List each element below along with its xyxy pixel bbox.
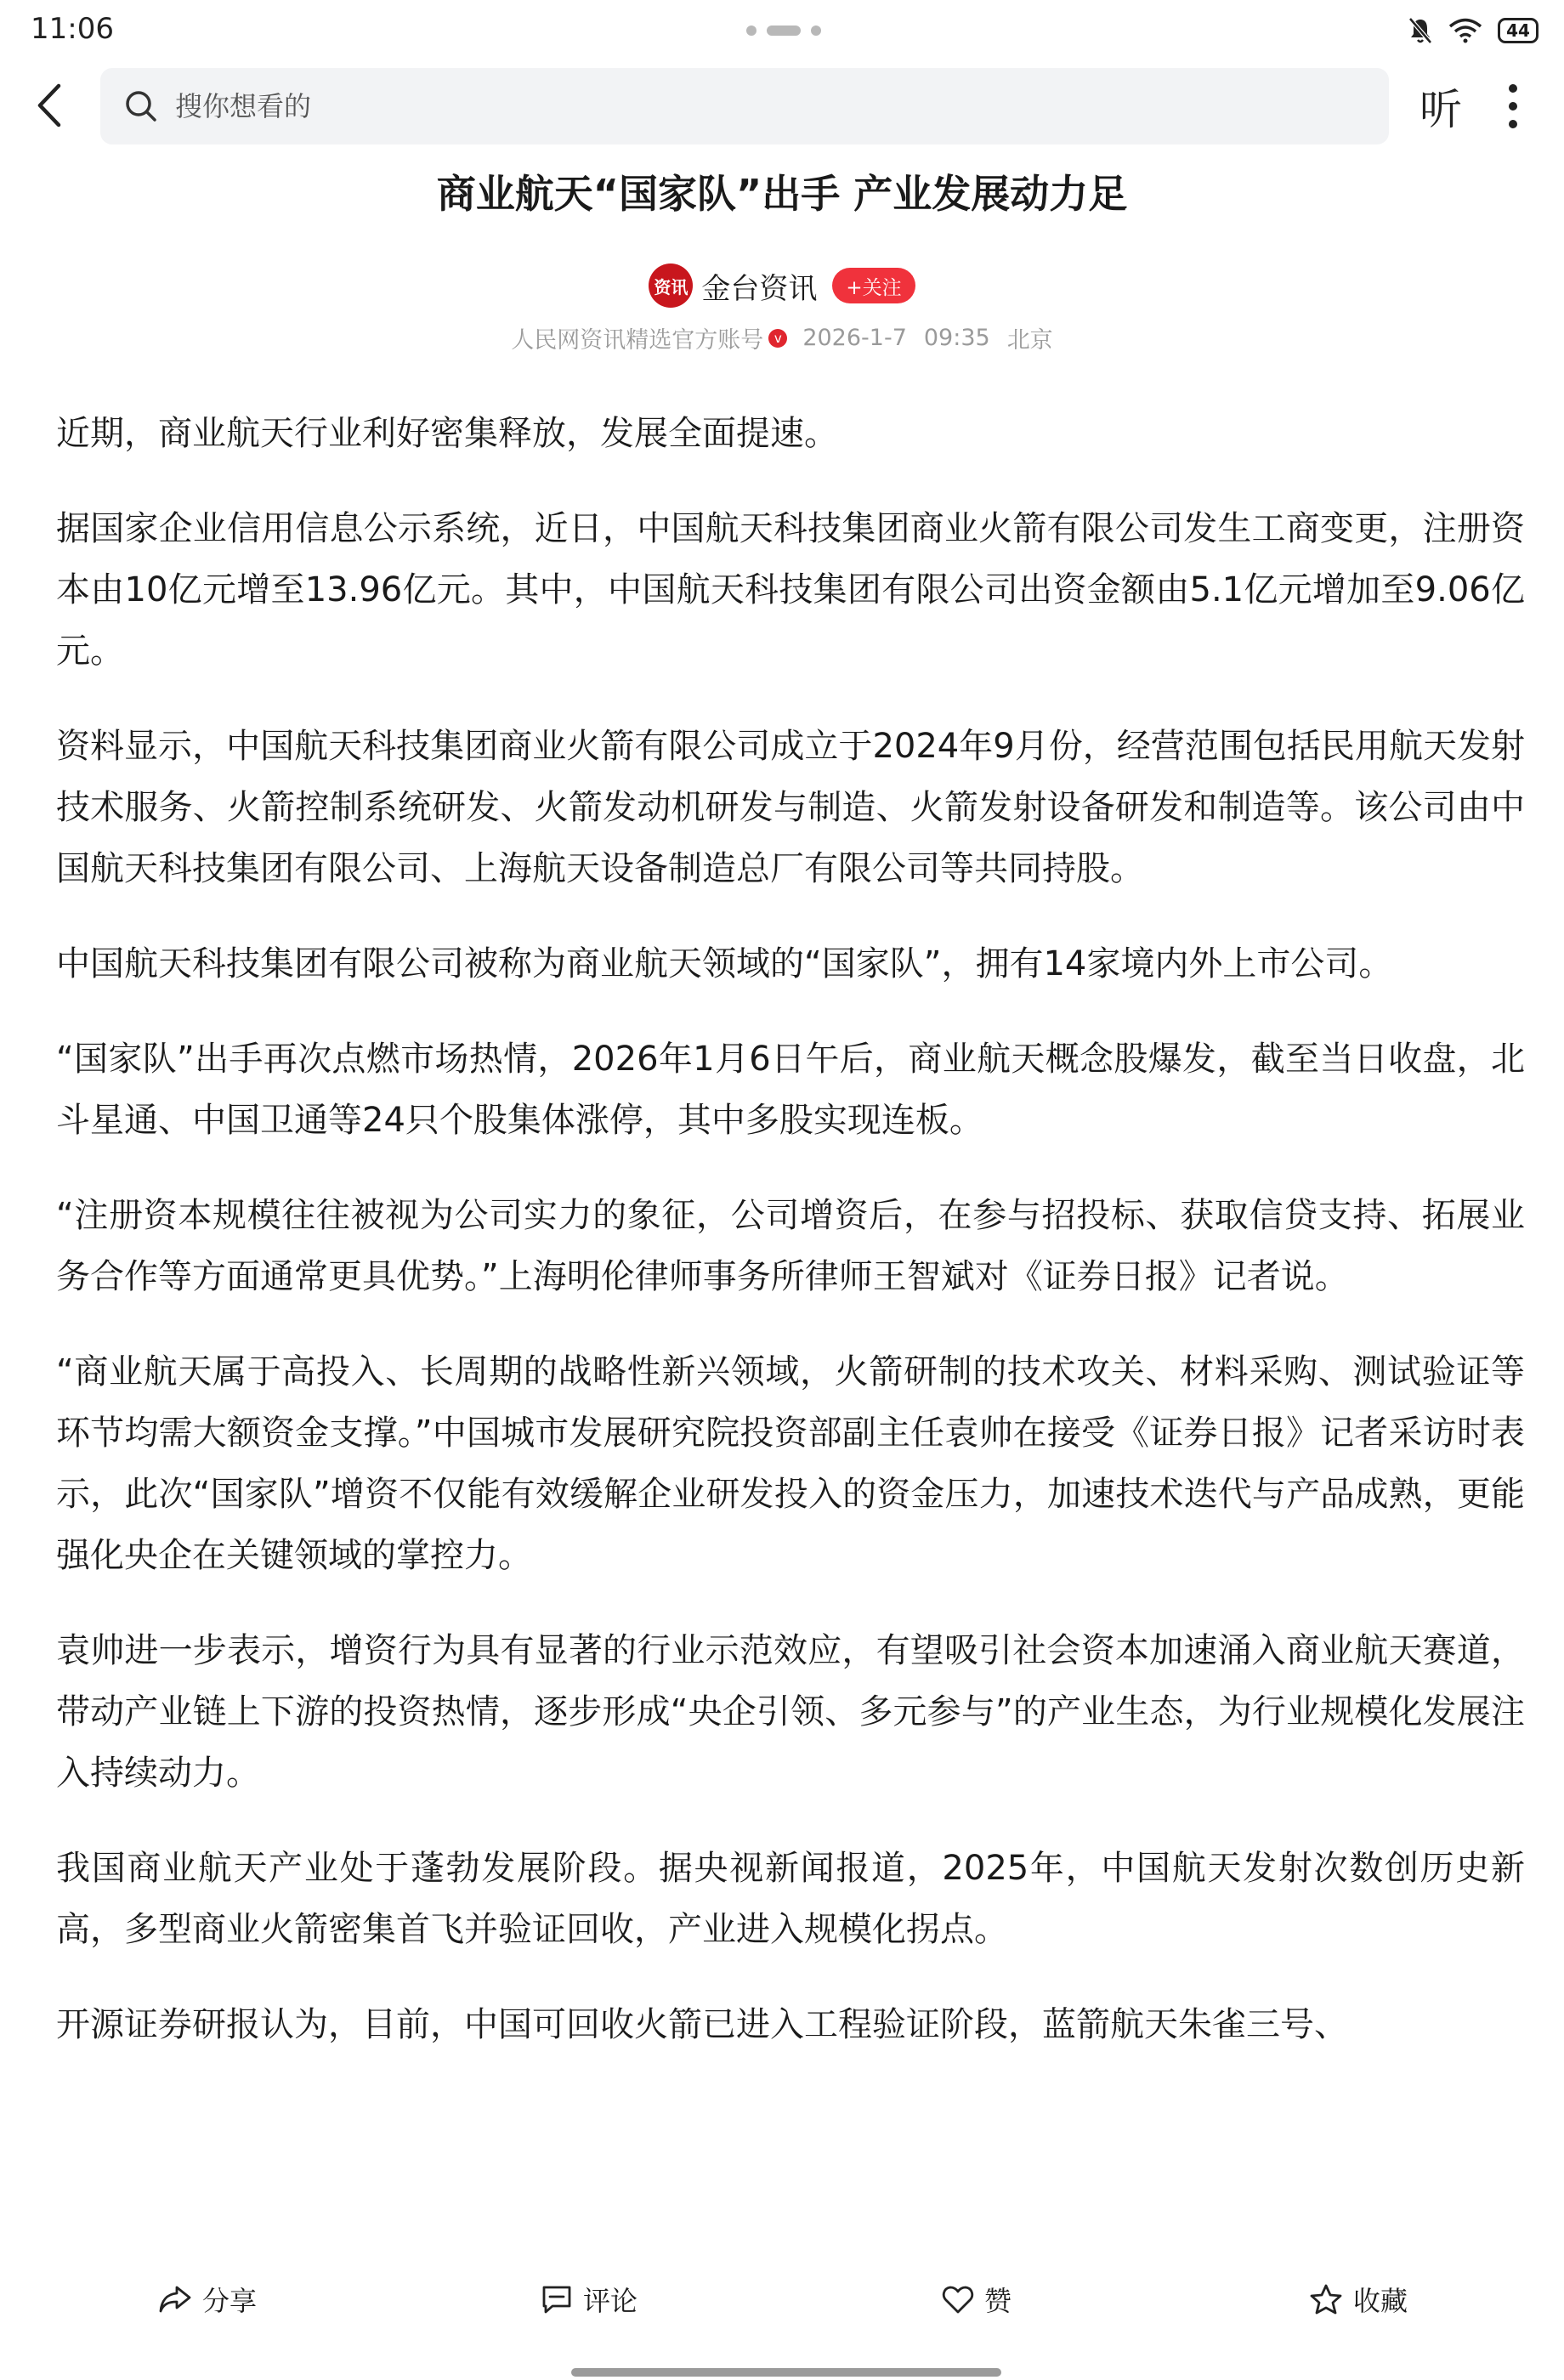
status-bar — [0, 0, 1564, 65]
publish-date: 2026-1-7 — [802, 325, 907, 351]
back-arrow-icon — [37, 83, 62, 128]
top-nav — [0, 65, 1564, 150]
star-icon — [1309, 2283, 1343, 2315]
paragraph: 据国家企业信用信息公示系统，近日，中国航天科技集团商业火箭有限公司发生工商变更，注册资本由10亿元增至13.96亿元。其中，中国航天科技集团有限公司出资金额由5.1亿元增加至9.06亿元。 — [56, 509, 1525, 671]
share-button[interactable] — [158, 2270, 257, 2329]
status-time: 11:06 — [31, 12, 114, 46]
follow-button[interactable]: +关注 — [832, 268, 915, 303]
author-avatar[interactable]: 资讯 — [649, 264, 693, 308]
share-label: 分享 — [202, 2285, 258, 2317]
search-input[interactable] — [173, 89, 1350, 123]
favorite-button[interactable] — [1309, 2270, 1408, 2329]
home-indicator[interactable] — [571, 2368, 1001, 2377]
heart-icon — [942, 2284, 974, 2315]
author-name[interactable]: 金台资讯 — [701, 271, 818, 306]
mute-bell-icon — [1408, 16, 1433, 45]
battery-indicator: 44 — [1498, 18, 1538, 43]
more-vertical-icon — [1508, 83, 1518, 129]
multitask-dots — [746, 24, 823, 37]
article-title: 商业航天“国家队”出手 产业发展动力足 — [436, 171, 1128, 217]
paragraph: 资料显示，中国航天科技集团商业火箭有限公司成立于2024年9月份，经营范围包括民用航天发射技术服务、火箭控制系统研发、火箭发动机研发与制造、火箭发射设备研发和制造等。该公司由中国航天科技集团有限公司、上海航天设备制造总厂有限公司等共同持股。 — [56, 727, 1525, 888]
author-row — [0, 264, 1564, 308]
paragraph: 开源证券研报认为，目前，中国可回收火箭已进入工程验证阶段，蓝箭航天朱雀三号、 — [56, 2005, 1348, 2044]
paragraph: “国家队”出手再次点燃市场热情，2026年1月6日午后，商业航天概念股爆发，截至当日收盘，北斗星通、中国卫通等24只个股集体涨停，其中多股实现连板。 — [56, 1040, 1525, 1140]
paragraph: 中国航天科技集团有限公司被称为商业航天领域的“国家队”，拥有14家境内外上市公司。 — [56, 944, 1393, 983]
comment-label: 评论 — [583, 2285, 638, 2317]
comment-icon — [541, 2284, 573, 2315]
paragraph: 我国商业航天产业处于蓬勃发展阶段。据央视新闻报道，2025年，中国航天发射次数创历史新高，多型商业火箭密集首飞并验证回收，产业进入规模化拐点。 — [56, 1849, 1525, 1949]
paragraph: “注册资本规模往往被视为公司实力的象征，公司增资后，在参与招投标、获取信贷支持、拓展业务合作等方面通常更具优势。”上海明伦律师事务所律师王智斌对《证券日报》记者说。 — [56, 1196, 1525, 1296]
article-meta — [0, 321, 1564, 354]
back-button[interactable] — [22, 78, 76, 133]
publish-location: 北京 — [1006, 327, 1053, 354]
wifi-icon — [1448, 18, 1482, 43]
like-button[interactable] — [942, 2270, 1012, 2329]
paragraph: 袁帅进一步表示，增资行为具有显著的行业示范效应，有望吸引社会资本加速涌入商业航天赛道，带动产业链上下游的投资热情，逐步形成“央企引领、多元参与”的产业生态，为行业规模化发展注入持续动力。 — [56, 1631, 1525, 1793]
share-icon — [158, 2284, 192, 2315]
article-body — [56, 403, 1525, 2256]
more-options-button[interactable] — [1489, 76, 1537, 136]
status-icons — [1408, 14, 1538, 48]
paragraph: 近期，商业航天行业利好密集释放，发展全面提速。 — [56, 414, 838, 453]
favorite-label: 收藏 — [1353, 2285, 1408, 2317]
search-box[interactable] — [100, 68, 1389, 144]
verified-badge-icon: v — [768, 329, 787, 348]
search-icon — [122, 88, 160, 125]
publish-time: 09:35 — [923, 325, 990, 351]
comment-button[interactable] — [541, 2270, 638, 2329]
listen-button[interactable]: 听 — [1420, 85, 1462, 134]
paragraph: “商业航天属于高投入、长周期的战略性新兴领域，火箭研制的技术攻关、材料采购、测试验证等环节均需大额资金支撑。”中国城市发展研究院投资部副主任袁帅在接受《证券日报》记者采访时表示，此次“国家队”增资不仅能有效缓解企业研发投入的资金压力，加速技术迭代与产品成熟，更能强化央企在关键领域的掌控力。 — [56, 1352, 1525, 1575]
bottom-action-bar — [0, 2261, 1564, 2338]
account-description: 人民网资讯精选官方账号 — [511, 327, 764, 354]
like-label: 赞 — [984, 2285, 1012, 2317]
